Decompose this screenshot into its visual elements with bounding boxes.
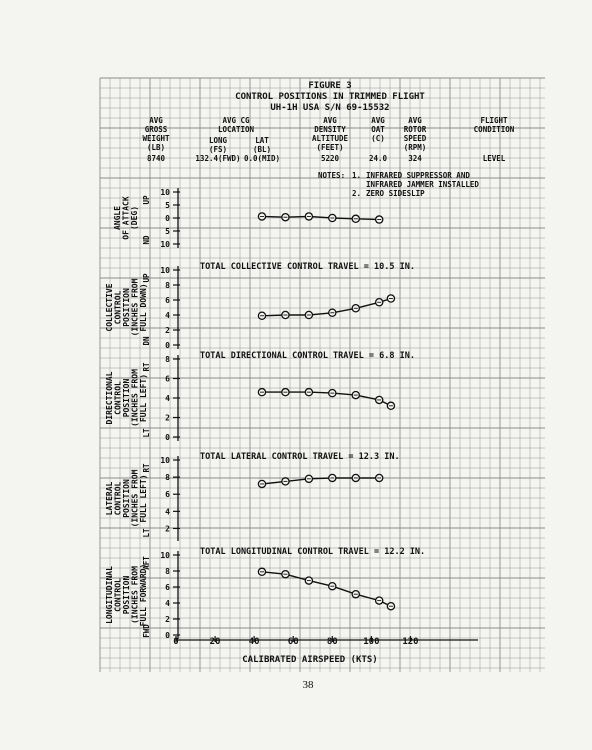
y-tick-label: 4 <box>165 507 170 517</box>
header-label: FLIGHT <box>480 116 508 125</box>
y-tick-label: 8 <box>165 281 170 290</box>
y-tick-label: 4 <box>165 311 170 320</box>
header-value: 8740 <box>146 154 166 163</box>
direction-label-top: RT <box>142 463 151 473</box>
x-tick-label: 100 <box>363 637 380 647</box>
direction-label-top: UP <box>142 195 151 205</box>
header-label: AVG <box>408 116 422 125</box>
y-axis-label: (INCHES FROM <box>130 566 140 624</box>
y-tick-label: 5 <box>165 227 170 236</box>
notes-label: NOTES: <box>318 171 346 180</box>
y-axis-label: LATERAL <box>105 481 114 516</box>
y-axis-label: POSITION <box>122 378 131 418</box>
y-axis-label: OF ATTACK <box>121 196 131 240</box>
direction-label-bottom: DN <box>142 336 151 346</box>
y-tick-label: 0 <box>165 433 170 442</box>
y-tick-label: 4 <box>165 394 170 403</box>
y-axis-label: (DEG) <box>130 205 139 231</box>
y-tick-label: 2 <box>165 615 170 624</box>
y-axis-label: POSITION <box>122 575 131 615</box>
x-tick-label: 20 <box>209 637 221 647</box>
y-axis-label: POSITION <box>122 288 131 327</box>
y-tick-label: 10 <box>160 551 170 560</box>
header-value: 5220 <box>320 154 340 163</box>
note-text: ZERO SIDESLIP <box>366 189 425 198</box>
panel-annotation: TOTAL LONGITUDINAL CONTROL TRAVEL = 12.2 IN. <box>200 547 426 557</box>
header-sublabel: LONG <box>208 136 228 145</box>
x-tick-label: 40 <box>248 637 260 647</box>
header-label: SPEED <box>403 134 427 143</box>
y-tick-label: 8 <box>165 473 170 483</box>
note-number: 1. <box>352 171 362 180</box>
header-label: (FEET) <box>316 143 344 152</box>
y-tick-label: 2 <box>165 413 170 423</box>
panel-annotation: TOTAL COLLECTIVE CONTROL TRAVEL = 10.5 IN. <box>200 262 415 272</box>
y-axis-label: CONTROL <box>113 381 123 415</box>
y-axis-label: FULL FORWARD) <box>139 563 148 627</box>
y-tick-label: 6 <box>165 374 170 384</box>
header-label: AVG CG <box>222 116 250 125</box>
header-sublabel: (BL) <box>252 145 272 154</box>
y-tick-label: 6 <box>165 583 170 592</box>
panel-annotation: TOTAL LATERAL CONTROL TRAVEL = 12.3 IN. <box>200 452 400 462</box>
header-label: OAT <box>371 125 385 134</box>
y-axis-label: LONGITUDINAL <box>105 566 114 624</box>
x-tick-label: 0 <box>173 637 179 647</box>
page-number: 38 <box>302 679 314 691</box>
note-text: INFRARED JAMMER INSTALLED <box>366 180 479 189</box>
header-label: (RPM) <box>403 143 427 152</box>
header-value: 0.0(MID) <box>243 154 281 163</box>
y-axis-label: (INCHES FROM <box>130 469 140 528</box>
direction-label-top: UP <box>142 273 151 283</box>
y-axis-label: COLLECTIVE <box>105 283 114 332</box>
header-label: (C) <box>371 134 385 143</box>
y-axis-label: CONTROL <box>113 578 123 612</box>
y-axis-label: (INCHES FROM <box>130 369 140 427</box>
header-value: 24.0 <box>368 154 388 163</box>
y-tick-label: 2 <box>165 326 170 335</box>
direction-label-bottom: LT <box>142 428 151 438</box>
header-label: AVG <box>323 116 337 125</box>
y-axis-label: FULL LEFT) <box>139 373 148 423</box>
y-tick-label: 10 <box>160 240 170 249</box>
header-label: AVG <box>371 116 385 125</box>
figure-subtitle: UH-1H USA S/N 69-15532 <box>270 103 390 113</box>
direction-label-top: RT <box>142 362 151 372</box>
header-label: ROTOR <box>403 125 427 134</box>
y-tick-label: 8 <box>165 567 170 576</box>
y-axis-label: FULL DOWN) <box>139 283 148 332</box>
y-tick-label: 6 <box>165 490 170 500</box>
header-sublabel: (FS) <box>208 145 228 154</box>
y-tick-label: 0 <box>165 341 170 350</box>
y-tick-label: 10 <box>160 456 170 465</box>
header-label: CONDITION <box>473 125 515 134</box>
y-tick-label: 10 <box>160 188 170 197</box>
y-tick-label: 5 <box>165 201 170 210</box>
y-tick-label: 0 <box>165 631 170 640</box>
y-axis-label: CONTROL <box>113 481 123 516</box>
figure-title: CONTROL POSITIONS IN TRIMMED FLIGHT <box>235 92 425 102</box>
header-label: LOCATION <box>217 125 255 134</box>
direction-label-bottom: FWD <box>142 624 151 638</box>
y-axis-label: CONTROL <box>113 290 123 325</box>
y-tick-label: 10 <box>160 266 170 275</box>
y-axis-label: FULL LEFT) <box>139 474 148 523</box>
figure-number: FIGURE 3 <box>308 81 352 91</box>
note-text: INFRARED SUPPRESSOR AND <box>366 171 470 180</box>
y-axis-label: POSITION <box>122 479 131 518</box>
header-value: LEVEL <box>482 154 506 163</box>
header-value: 324 <box>408 154 422 163</box>
y-tick-label: 8 <box>165 355 170 364</box>
header-value: 132.4(FWD) <box>195 154 241 163</box>
header-label: AVG <box>149 116 163 125</box>
y-axis-label: (INCHES FROM <box>130 278 140 337</box>
panel-annotation: TOTAL DIRECTIONAL CONTROL TRAVEL = 6.8 IN. <box>200 351 415 361</box>
direction-label-top: AFT <box>142 556 151 570</box>
y-tick-label: 2 <box>165 524 170 534</box>
header-sublabel: LAT <box>255 136 269 145</box>
x-tick-label: 80 <box>326 637 338 647</box>
direction-label-bottom: ND <box>142 235 151 245</box>
note-number: 2. <box>352 189 362 198</box>
header-label: ALTITUDE <box>311 134 349 143</box>
y-axis-label: ANGLE <box>113 205 122 231</box>
header-label: GROSS <box>144 125 168 134</box>
y-tick-label: 4 <box>165 599 170 608</box>
header-label: (LB) <box>146 143 166 152</box>
y-axis-label: DIRECTIONAL <box>105 371 114 425</box>
y-tick-label: 0 <box>165 214 170 223</box>
x-axis-label: CALIBRATED AIRSPEED (KTS) <box>242 655 378 665</box>
direction-label-bottom: LT <box>142 528 151 538</box>
x-tick-label: 120 <box>402 637 419 647</box>
y-tick-label: 6 <box>165 296 170 305</box>
header-label: WEIGHT <box>142 134 170 143</box>
x-tick-label: 60 <box>287 637 299 647</box>
header-label: DENSITY <box>314 125 346 134</box>
